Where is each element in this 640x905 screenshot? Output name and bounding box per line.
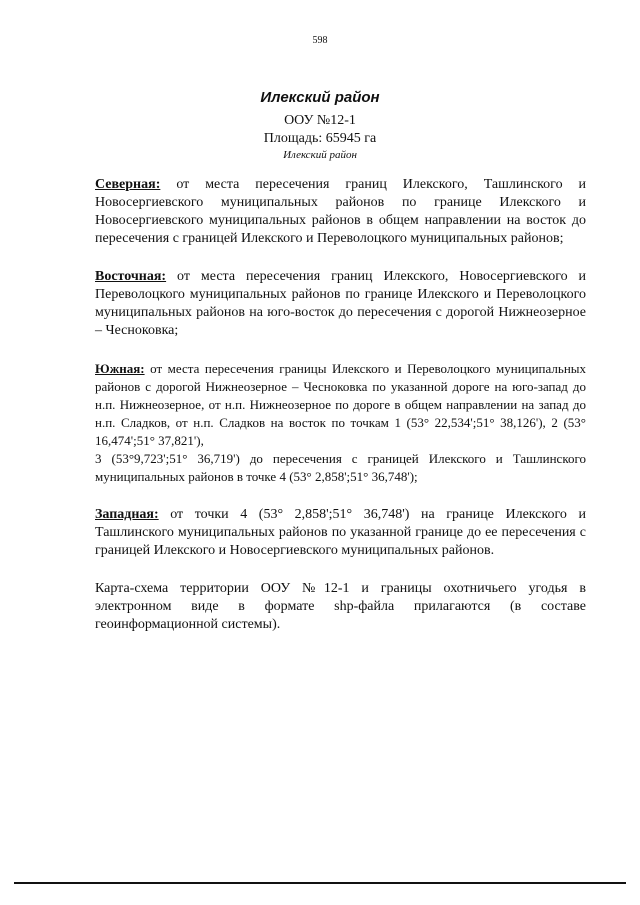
bottom-rule [14, 882, 626, 884]
north-boundary [95, 176, 586, 248]
north-label: Северная: [95, 177, 161, 192]
ooy-number: ООУ №12-1 [284, 113, 356, 128]
page-number: 598 [312, 35, 328, 46]
district-subtitle: Илекский район [283, 149, 357, 161]
north-text: от места пересечения границ Илекского, Ташлинского и Новосергиевского муниципальных районов по границе Илекского и Новосергиевского муниципальных районов в общем направлении на восток до пересечения с границей Илекского и Переволоцкого муниципальных районов; [95, 177, 587, 246]
west-text: от точки 4 (53° 2,858';51° 36,748') на границе Илекского и Ташлинского муниципальных районов по указанной границе до ее пересечения с границей Илекского и Новосергиевского муниципальных районов. [95, 507, 586, 558]
map-note: Карта-схема территории ООУ №12-1 и границы охотничьего угодья в электронном виде в формате shp-файла прилагаются (в составе геоинформационной системы). [95, 581, 586, 632]
area-value: Площадь: 65945 га [263, 131, 377, 146]
south-text-1: от места пересечения границы Илекского и Переволоцкого муниципальных районов с дорогой Нижнеозерное – Чесноковка по указанной дороге на юго-запад до н.п. Нижнеозерное, от н.п. Нижнеозерное по дороге в общем направлении на запад до н.п. Сладков, от н.п. Сладков на восток по точкам 1 (53° 22,534';51° 38,126'), 2 (53° 16,474';51° 37,821'), [95, 361, 587, 448]
south-label: Южная: [95, 361, 145, 376]
east-text: от места пересечения границ Илекского, Новосергиевского и Переволоцкого муниципальных районов по границе Илекского и Переволоцкого муниципальных районов на юго-восток до пересечения с дорогой Нижнеозерное – Чесноковка; [95, 269, 587, 338]
west-boundary [95, 506, 586, 560]
district-title: Илекский район [260, 89, 380, 106]
east-boundary [95, 268, 586, 340]
boundary-description [95, 176, 586, 634]
west-label: Западная: [95, 507, 159, 522]
south-boundary [95, 360, 586, 486]
south-text-2: 3 (53°9,723';51° 36,719') до пересечения с границей Илекского и Ташлинского муниципальных районов в точке 4 (53° 2,858';51° 36,748'); [95, 451, 586, 484]
east-label: Восточная: [95, 269, 167, 284]
document-header [0, 88, 640, 162]
